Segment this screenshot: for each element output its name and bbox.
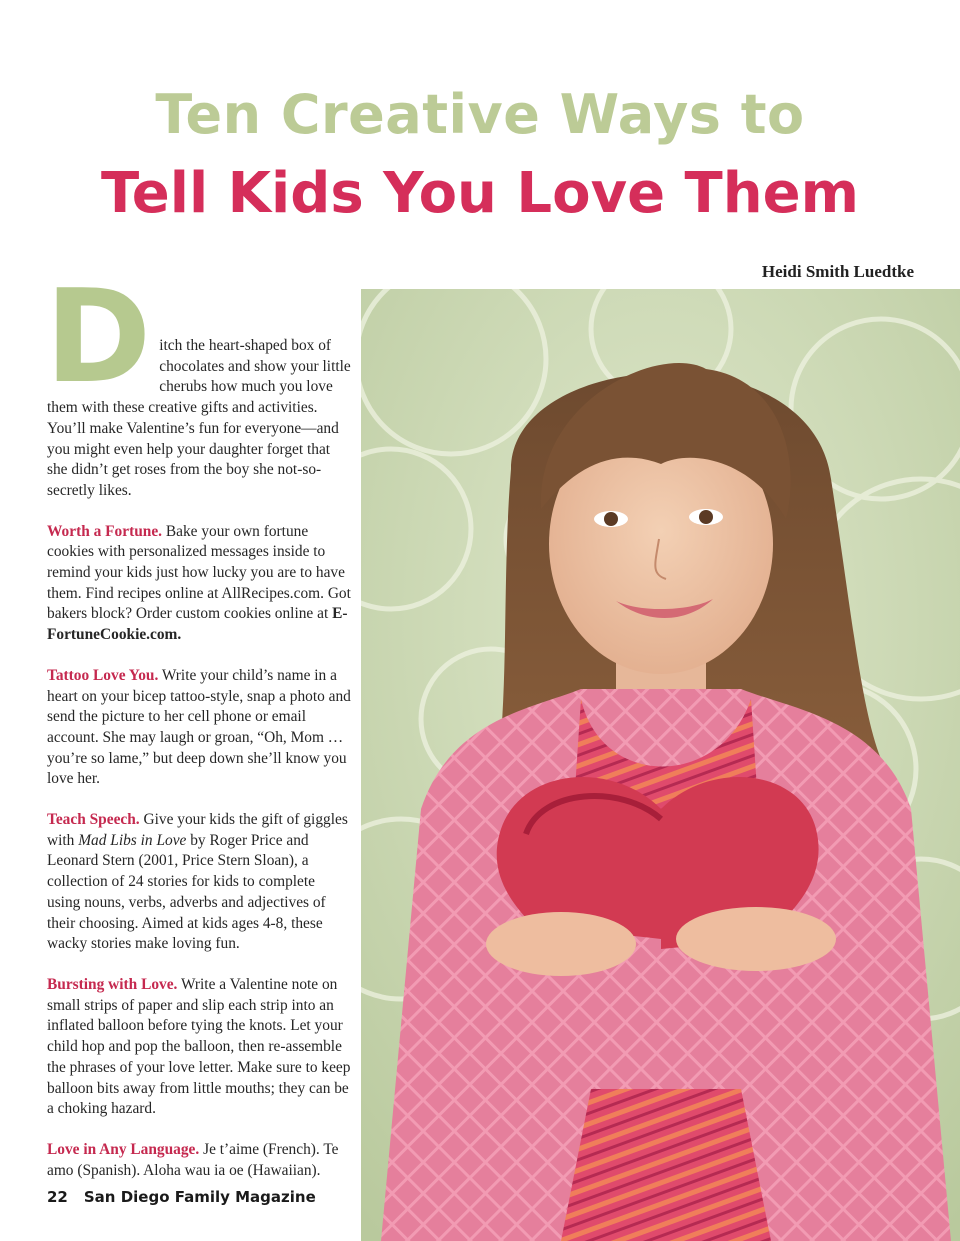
section-love-in-any-language [47, 1140, 352, 1181]
section-teach-speech [47, 810, 352, 955]
section-tattoo-love-you [47, 666, 352, 790]
section-text: Give your kids the gift of giggles with [47, 811, 348, 849]
book-title: Mad Libs in Love [78, 831, 187, 849]
section-text: by Roger Price and Leonard Stern (2001, Price Stern Sloan), a collection of 24 stories for kids to complete using nouns, verbs, adverbs and adjectives of their choosing. Aimed at kids ages 4-8, these wacky stories make loving fun. [47, 831, 326, 953]
section-lead: Bursting with Love. [47, 975, 178, 993]
section-bursting-with-love [47, 975, 352, 1120]
website-link-text: E-FortuneCookie.com. [47, 605, 348, 644]
section-lead: Teach Speech. [47, 811, 140, 829]
article-body [45, 263, 352, 1201]
page-number: 22 [47, 1188, 68, 1206]
girl-holding-heart-box-photo [361, 289, 960, 1241]
section-worth-a-fortune [47, 522, 352, 646]
page-footer [47, 1188, 316, 1206]
section-lead: Tattoo Love You. [47, 666, 159, 684]
section-lead: Love in Any Language. [47, 1140, 200, 1158]
section-text: Bake your own fortune cookies with personalized messages inside to remind your kids just how lucky you are to have them. Find recipes online at AllRecipes.com. Got bakers block? Order custom cookies online at [47, 522, 351, 623]
headline-line-2: Tell Kids You Love Them [101, 161, 859, 226]
intro-paragraph: itch the heart-shaped box of chocolates and show your little cherubs how much you love them with these creative gifts and activities. You’ll make Valentine’s fun for everyone—and you might even help your daughter forget that she didn’t get roses from the boy she not-so-secretly likes. [47, 337, 351, 499]
publication-name: San Diego Family Magazine [83, 1188, 316, 1206]
drop-cap: D [45, 263, 152, 412]
section-lead: Worth a Fortune. [47, 522, 162, 540]
section-text: Write a Valentine note on small strips of paper and slip each strip into an inflated balloon before tying the knots. Let your child hop and pop the balloon, then re-assemble the phrases of your love letter. Make sure to keep balloon bits away from little mouths; they can be a choking hazard. [47, 975, 351, 1118]
section-text: Write your child’s name in a heart on your bicep tattoo-style, snap a photo and send the picture to her cell phone or email account. She may laugh or groan, “Oh, Mom … you’re so lame,” but deep down she’ll know you love her. [47, 666, 351, 788]
section-text: Je t’aime (French). Te amo (Spanish). Aloha wau ia oe (Hawaiian). [47, 1140, 339, 1179]
byline: Heidi Smith Luedtke [761, 262, 914, 281]
headline-line-1: Ten Creative Ways to [155, 83, 805, 146]
